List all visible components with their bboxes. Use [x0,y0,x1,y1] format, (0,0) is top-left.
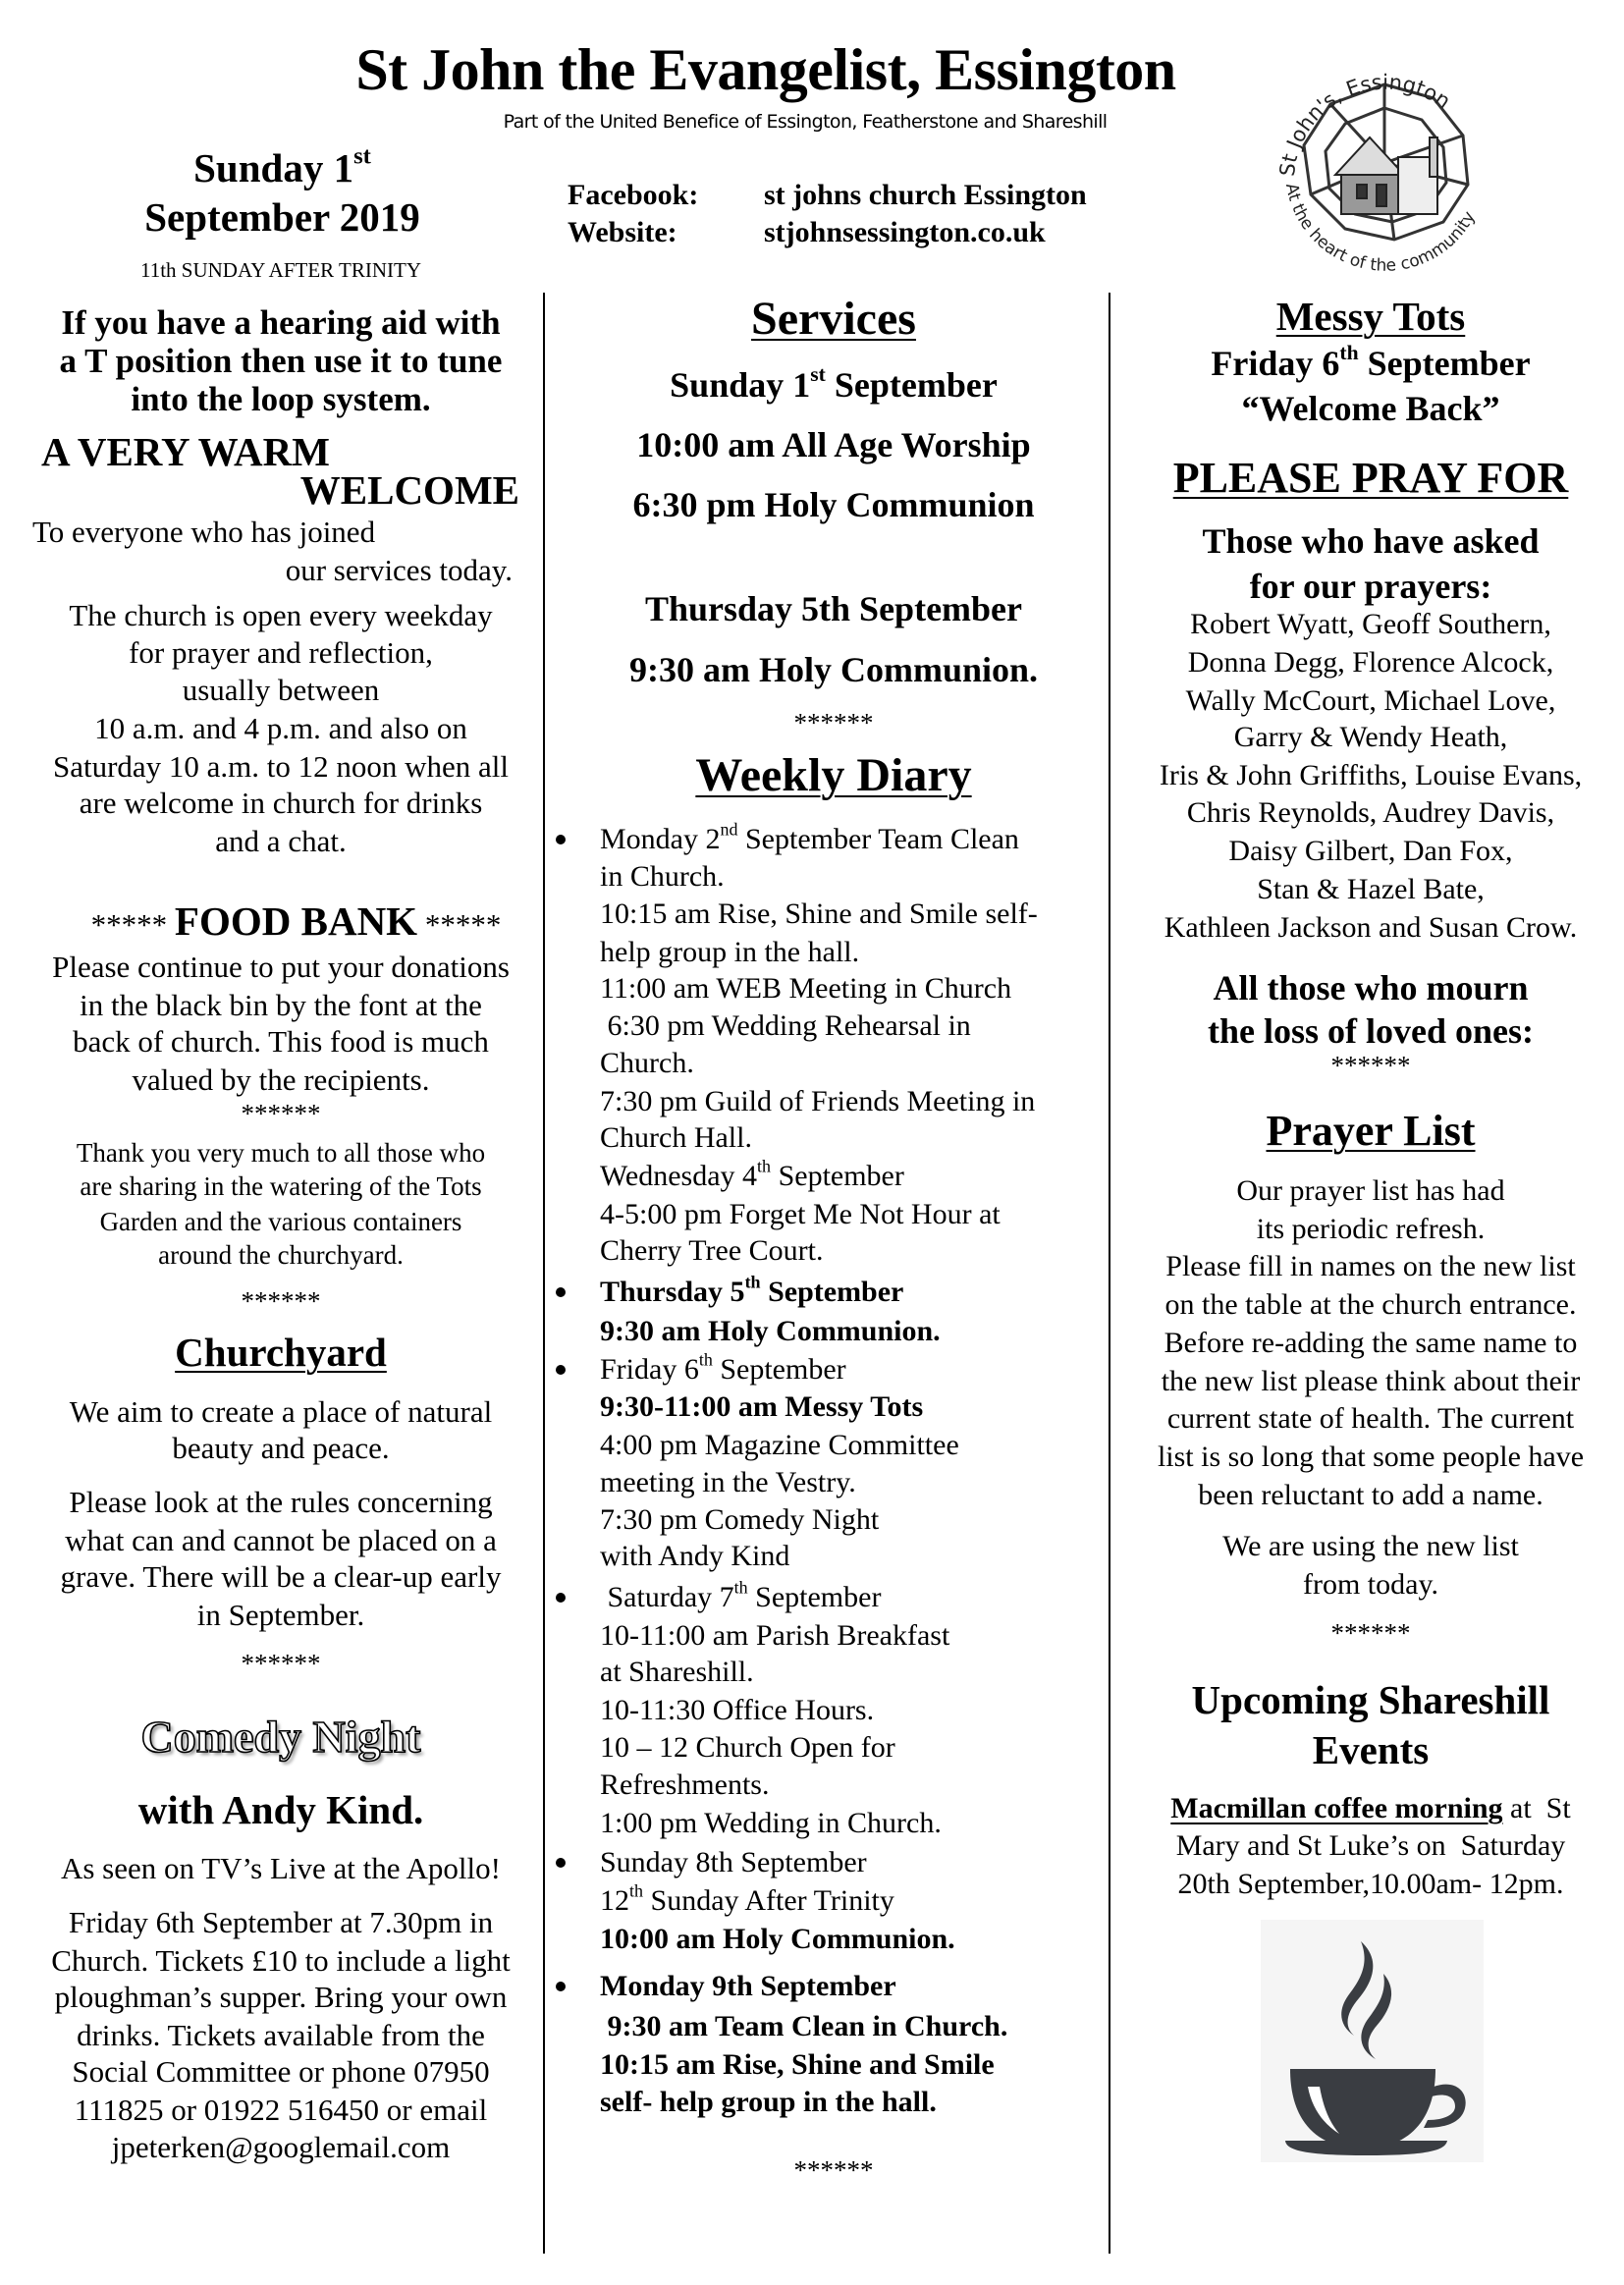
text-line: are sharing in the watering of the Tots [80,1171,482,1201]
diary-line [600,1350,1110,1389]
separator: ****** [1330,1051,1411,1080]
diary-line: 4:00 pm Magazine Committee [600,1429,959,1461]
text-line: usually between [182,673,380,707]
diary-line [600,1920,1110,1959]
website-label: Website: [568,216,677,248]
text-line: ploughman’s supper. Bring your own [54,1980,508,2014]
coffee-cup-icon [1261,1920,1484,2162]
bullet-icon [556,1858,566,1868]
ordinal-suffix: th [757,1156,772,1176]
text-line: for our prayers: [1249,567,1492,606]
macmillan-line1 [1129,1789,1612,1828]
bullet-icon [556,1287,566,1297]
diary-line: 10-11:30 Office Hours. [600,1694,875,1726]
messy-tots-title: Messy Tots [1275,294,1466,339]
separator: ****** [793,708,874,737]
text-line: grave. There will be a clear-up early [60,1559,502,1594]
text-line: Upcoming Shareshill [1191,1677,1550,1722]
text-line: and a chat. [215,824,347,858]
please-pray-title: PLEASE PRAY FOR [1172,454,1569,502]
weekly-diary-title: Weekly Diary [695,749,972,801]
text-segment: September [712,1353,846,1386]
bullet-icon [556,1593,566,1603]
diary-line [600,1312,1110,1351]
food-bank-title: FOOD BANK [174,898,418,944]
text-segment: 9:30-11:00 am Messy Tots [600,1390,924,1423]
diary-line: help group in the hall. [600,936,860,968]
text-segment: Thursday 5 [600,1276,745,1308]
logo-text-bottom: At the heart of the community [1280,182,1480,276]
text-line: for prayer and reflection, [129,635,433,670]
diary-line: Church. [600,1047,694,1079]
facebook-label: Facebook: [568,179,699,211]
separator: ****** [241,1286,321,1316]
text-segment: September Team Clean [737,823,1019,855]
text-segment: 10:15 am Rise, Shine and Smile [600,2048,995,2081]
welcome-text-line2: our services today. [285,553,513,587]
text-line: 20th September,10.00am- 12pm. [1177,1868,1564,1900]
text-line: list is so long that some people have [1157,1441,1585,1473]
diary-line [600,1157,1110,1196]
text-line: Those who have asked [1202,521,1540,561]
text-line: Saturday 10 a.m. to 12 noon when all [52,749,510,784]
diary-line: at Shareshill. [600,1656,754,1688]
text-line: been reluctant to add a name. [1198,1479,1543,1511]
ordinal-suffix: th [698,1349,713,1370]
diary-line [600,1967,1110,2006]
comedy-tv-line: As seen on TV’s Live at the Apollo! [60,1851,501,1885]
text-line: Thursday 5th September [644,589,1023,628]
diary-line [600,2083,1110,2122]
ordinal-suffix: th [1339,340,1359,364]
diary-line: 10:15 am Rise, Shine and Smile self- [600,898,1038,930]
text-segment: Sunday 1 [193,145,354,190]
diary-line: 11:00 am WEB Meeting in Church [600,972,1012,1005]
text-segment: Sunday 1 [670,365,811,405]
text-segment: Monday 9th September [600,1970,896,2002]
column-divider [543,293,545,2254]
macmillan-event-name: Macmillan coffee morning [1170,1792,1503,1824]
text-line: a T position then use it to tune [59,342,503,380]
bullet-icon [556,1982,566,1991]
text-segment: 9:30 am Team Clean in Church. [600,2010,1008,2042]
text-segment: Wednesday 4 [600,1160,758,1192]
text-line: Chris Reynolds, Audrey Davis, [1186,796,1555,829]
text-segment: Saturday 7 [600,1581,734,1613]
diary-line: 6:30 pm Wedding Rehearsal in [600,1009,971,1042]
weekly-diary-list [600,0,1110,2285]
text-line: current state of health. The current [1166,1402,1575,1435]
text-line: 111825 or 01922 516450 or email [74,2093,488,2127]
diary-line: 7:30 pm Comedy Night [600,1503,880,1536]
text-line: If you have a hearing aid with [61,303,501,342]
coffee-image [1261,1920,1484,2162]
text-line: 6:30 pm Holy Communion [632,485,1035,524]
text-line: in the black bin by the font at the [80,988,482,1022]
text-line: its periodic refresh. [1256,1213,1486,1245]
page-title: St John the Evangelist, Essington [355,37,1176,102]
text-line: Daisy Gilbert, Dan Fox, [1228,835,1513,867]
diary-line: 4-5:00 pm Forget Me Not Hour at [600,1198,1001,1230]
text-line: drinks. Tickets available from the [77,2018,485,2052]
stars-decoration: ***** [90,907,175,942]
text-line: jpeterken@googlemail.com [111,2130,451,2164]
text-line: on the table at the church entrance. [1164,1288,1577,1321]
text-line [1129,340,1612,383]
bullet-icon [556,1365,566,1375]
diary-line [600,1578,1110,1617]
text-segment: September [771,1160,904,1192]
facebook-link[interactable]: st johns church Essington [764,179,1087,211]
text-line: Donna Degg, Florence Alcock, [1187,646,1554,679]
ordinal-suffix: nd [720,819,738,840]
diary-line: 1:00 pm Wedding in Church. [600,1807,942,1839]
text-line: Our prayer list has had [1236,1174,1505,1207]
text-line: Iris & John Griffiths, Louise Evans, [1159,759,1583,791]
text-line: Kathleen Jackson and Susan Crow. [1164,911,1578,944]
diary-line: meeting in the Vestry. [600,1466,856,1498]
text-line: Stan & Hazel Bate, [1257,873,1485,905]
services-title: Services [751,293,916,345]
text-segment: September [825,365,998,405]
diary-line: Cherry Tree Court. [600,1234,824,1267]
text-line: Church. Tickets £10 to include a light [51,1943,511,1978]
separator: ****** [241,1099,321,1128]
text-line: beauty and peace. [172,1431,390,1465]
diary-line: Refreshments. [600,1768,770,1801]
text-segment: Sunday 8th September [600,1846,867,1878]
text-segment: Sunday After Trinity [643,1884,894,1917]
ordinal-suffix: st [810,361,826,386]
text-line: Garry & Wendy Heath, [1233,721,1508,753]
text-line: Please fill in names on the new list [1165,1250,1576,1282]
text-line: around the churchyard. [158,1240,404,1270]
text-line: The church is open every weekday [69,598,493,632]
ordinal-suffix: st [353,142,371,170]
text-line: 10 a.m. and 4 p.m. and also on [94,711,467,745]
welcome-title-line1: A VERY WARM [41,429,330,474]
text-line: Please look at the rules concerning [69,1485,493,1519]
text-segment: September [747,1581,882,1613]
left-column [20,0,542,2285]
separator: ****** [241,1649,321,1678]
text-segment: September [760,1276,904,1308]
website-link[interactable]: stjohnsessington.co.uk [764,216,1046,248]
text-line: All those who mourn [1213,968,1529,1007]
text-line: back of church. This food is much [73,1024,489,1059]
text-segment: 9:30 am Holy Communion. [600,1315,941,1347]
text-line: are welcome in church for drinks [79,786,483,820]
text-segment: 10:00 am Holy Communion. [600,1923,955,1955]
diary-line: in Church. [600,860,725,893]
diary-line [600,2045,1110,2085]
text-line: Mary and St Luke’s on Saturday [1175,1829,1566,1862]
text-line: Events [1312,1727,1430,1772]
bullet-icon [556,835,566,844]
diary-line: 10-11:00 am Parish Breakfast [600,1619,950,1652]
text-line: what can and cannot be placed on a [65,1523,497,1557]
text-segment: September [1358,344,1531,383]
text-line: the new list please think about their [1161,1365,1581,1397]
diary-line: 7:30 pm Guild of Friends Meeting in [600,1085,1036,1117]
liturgical-day: 11th SUNDAY AFTER TRINITY [139,258,422,282]
text-segment: at St [1502,1792,1571,1824]
diary-line [600,820,1110,859]
text-line: from today. [1302,1568,1439,1601]
text-line: Social Committee or phone 07950 [72,2054,490,2089]
logo-text-top: St John's, Essington [1274,70,1455,178]
diary-line [600,1387,1110,1427]
diary-line [600,1881,1110,1921]
text-segment: Monday 2 [600,823,721,855]
text-line: Robert Wyatt, Geoff Southern, [1190,608,1551,640]
text-line: into the loop system. [131,380,431,418]
diary-line [600,2007,1110,2046]
service-date-line2: September 2019 [144,194,420,240]
diary-line: Church Hall. [600,1121,752,1154]
text-line: valued by the recipients. [132,1062,430,1097]
ordinal-suffix: th [629,1880,644,1901]
churchyard-title: Churchyard [175,1330,387,1375]
text-line: the loss of loved ones: [1208,1011,1534,1051]
text-line: Before re-adding the same name to [1164,1327,1578,1359]
separator: ****** [793,2155,874,2185]
diary-line: 10 – 12 Church Open for [600,1731,895,1764]
stars-decoration: ***** [417,907,502,942]
text-line: in September. [196,1598,365,1632]
welcome-text-line1: To everyone who has joined [32,515,376,549]
comedy-night-subtitle: with Andy Kind. [137,1787,424,1832]
prayer-list-title: Prayer List [1266,1107,1476,1155]
text-segment: self- help group in the hall. [600,2086,937,2118]
comedy-night-title: Comedy Night [140,1712,421,1762]
diary-line [600,1843,1110,1882]
text-segment: Friday 6 [1211,344,1340,383]
text-line: We are using the new list [1222,1530,1519,1562]
text-line: Friday 6th September at 7.30pm in [68,1905,494,1939]
text-line: Garden and the various containers [99,1207,462,1236]
text-line: Please continue to put your donations [52,950,510,984]
ordinal-suffix: th [733,1577,748,1598]
ordinal-suffix: th [744,1272,761,1292]
page-subtitle: Part of the United Benefice of Essington, Featherstone and Shareshill [503,111,1108,133]
text-line: We aim to create a place of natural [69,1394,493,1429]
separator: ****** [1330,1618,1411,1648]
text-line: 10:00 am All Age Worship [636,425,1031,464]
diary-line [600,1273,1110,1312]
text-segment: 12 [600,1884,629,1917]
diary-line: with Andy Kind [600,1540,790,1572]
text-line: Wally McCourt, Michael Love, [1185,684,1556,717]
text-line: 9:30 am Holy Communion. [628,650,1039,689]
text-segment: Friday 6 [600,1353,699,1386]
welcome-title-line2: WELCOME [299,467,519,513]
text-line: Thank you very much to all those who [76,1138,486,1168]
text-line: “Welcome Back” [1241,389,1500,428]
